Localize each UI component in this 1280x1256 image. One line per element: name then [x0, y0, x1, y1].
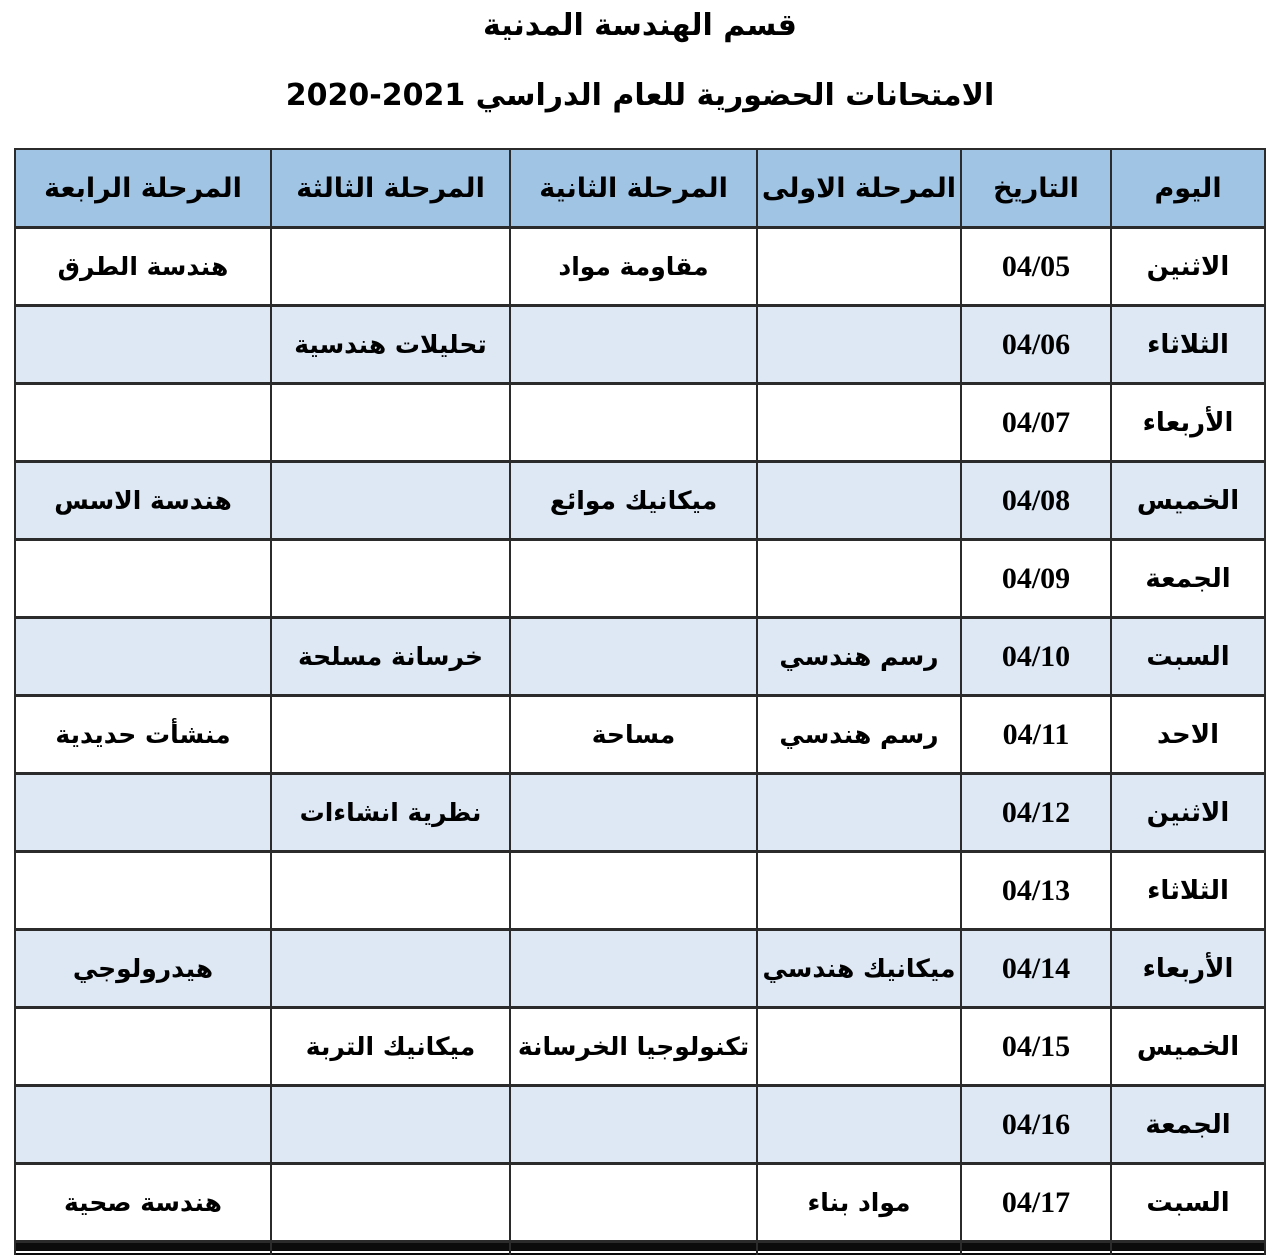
column-header: المرحلة الثالثة: [272, 150, 509, 226]
day-cell: الاحد: [1112, 697, 1264, 772]
stage-cell: [511, 385, 756, 460]
stage-cell: ميكانيك هندسي: [758, 931, 960, 1006]
date-cell: 04/15: [962, 1009, 1110, 1084]
stage-cell: [16, 385, 270, 460]
stage-cell: [758, 229, 960, 304]
bottom-band-segment: [16, 1243, 270, 1255]
page-title: قسم الهندسة المدنية: [483, 8, 797, 43]
stage-cell: تحليلات هندسية: [272, 307, 509, 382]
date-cell: 04/16: [962, 1087, 1110, 1162]
stage-cell: [272, 463, 509, 538]
stage-cell: [758, 1009, 960, 1084]
date-cell: 04/08: [962, 463, 1110, 538]
stage-cell: مساحة: [511, 697, 756, 772]
day-cell: السبت: [1112, 619, 1264, 694]
date-cell: 04/06: [962, 307, 1110, 382]
date-cell: 04/07: [962, 385, 1110, 460]
stage-cell: هيدرولوجي: [16, 931, 270, 1006]
stage-cell: مواد بناء: [758, 1165, 960, 1240]
stage-cell: [16, 775, 270, 850]
stage-cell: [16, 541, 270, 616]
stage-cell: رسم هندسي: [758, 697, 960, 772]
stage-cell: [272, 697, 509, 772]
stage-cell: [16, 1087, 270, 1162]
stage-cell: [511, 1165, 756, 1240]
stage-cell: [758, 463, 960, 538]
date-cell: 04/14: [962, 931, 1110, 1006]
stage-cell: [758, 775, 960, 850]
day-cell: الخميس: [1112, 1009, 1264, 1084]
stage-cell: [511, 307, 756, 382]
stage-cell: [511, 1087, 756, 1162]
stage-cell: منشأت حديدية: [16, 697, 270, 772]
stage-cell: [511, 853, 756, 928]
stage-cell: رسم هندسي: [758, 619, 960, 694]
day-cell: الخميس: [1112, 463, 1264, 538]
page-subtitle: الامتحانات الحضورية للعام الدراسي 2021-2020: [285, 78, 995, 113]
bottom-band-segment: [511, 1243, 756, 1255]
date-cell: 04/17: [962, 1165, 1110, 1240]
column-header: اليوم: [1112, 150, 1264, 226]
stage-cell: [16, 307, 270, 382]
stage-cell: [272, 931, 509, 1006]
stage-cell: هندسة الطرق: [16, 229, 270, 304]
day-cell: الأربعاء: [1112, 931, 1264, 1006]
bottom-band-segment: [758, 1243, 960, 1255]
stage-cell: [758, 307, 960, 382]
stage-cell: [511, 541, 756, 616]
stage-cell: [511, 775, 756, 850]
date-cell: 04/13: [962, 853, 1110, 928]
day-cell: الأربعاء: [1112, 385, 1264, 460]
stage-cell: [16, 1009, 270, 1084]
day-cell: الجمعة: [1112, 541, 1264, 616]
stage-cell: [272, 541, 509, 616]
stage-cell: ميكانيك التربة: [272, 1009, 509, 1084]
day-cell: الاثنين: [1112, 229, 1264, 304]
bottom-band-segment: [1112, 1243, 1264, 1255]
day-cell: الثلاثاء: [1112, 853, 1264, 928]
date-cell: 04/09: [962, 541, 1110, 616]
stage-cell: [272, 1087, 509, 1162]
stage-cell: هندسة الاسس: [16, 463, 270, 538]
bottom-band-segment: [962, 1243, 1110, 1255]
date-cell: 04/12: [962, 775, 1110, 850]
stage-cell: مقاومة مواد: [511, 229, 756, 304]
stage-cell: [272, 1165, 509, 1240]
stage-cell: [758, 1087, 960, 1162]
stage-cell: [272, 853, 509, 928]
stage-cell: [511, 931, 756, 1006]
stage-cell: ميكانيك موائع: [511, 463, 756, 538]
stage-cell: [16, 853, 270, 928]
column-header: المرحلة الرابعة: [16, 150, 270, 226]
column-header: المرحلة الثانية: [511, 150, 756, 226]
stage-cell: [758, 385, 960, 460]
bottom-band-segment: [272, 1243, 509, 1255]
day-cell: السبت: [1112, 1165, 1264, 1240]
column-header: المرحلة الاولى: [758, 150, 960, 226]
day-cell: الثلاثاء: [1112, 307, 1264, 382]
stage-cell: [272, 385, 509, 460]
stage-cell: تكنولوجيا الخرسانة: [511, 1009, 756, 1084]
stage-cell: [758, 541, 960, 616]
date-cell: 04/10: [962, 619, 1110, 694]
date-cell: 04/11: [962, 697, 1110, 772]
day-cell: الاثنين: [1112, 775, 1264, 850]
stage-cell: خرسانة مسلحة: [272, 619, 509, 694]
stage-cell: [758, 853, 960, 928]
stage-cell: [272, 229, 509, 304]
stage-cell: نظرية انشاءات: [272, 775, 509, 850]
column-header: التاريخ: [962, 150, 1110, 226]
stage-cell: هندسة صحية: [16, 1165, 270, 1240]
date-cell: 04/05: [962, 229, 1110, 304]
exam-schedule-table: [14, 148, 1266, 1255]
stage-cell: [511, 619, 756, 694]
stage-cell: [16, 619, 270, 694]
day-cell: الجمعة: [1112, 1087, 1264, 1162]
